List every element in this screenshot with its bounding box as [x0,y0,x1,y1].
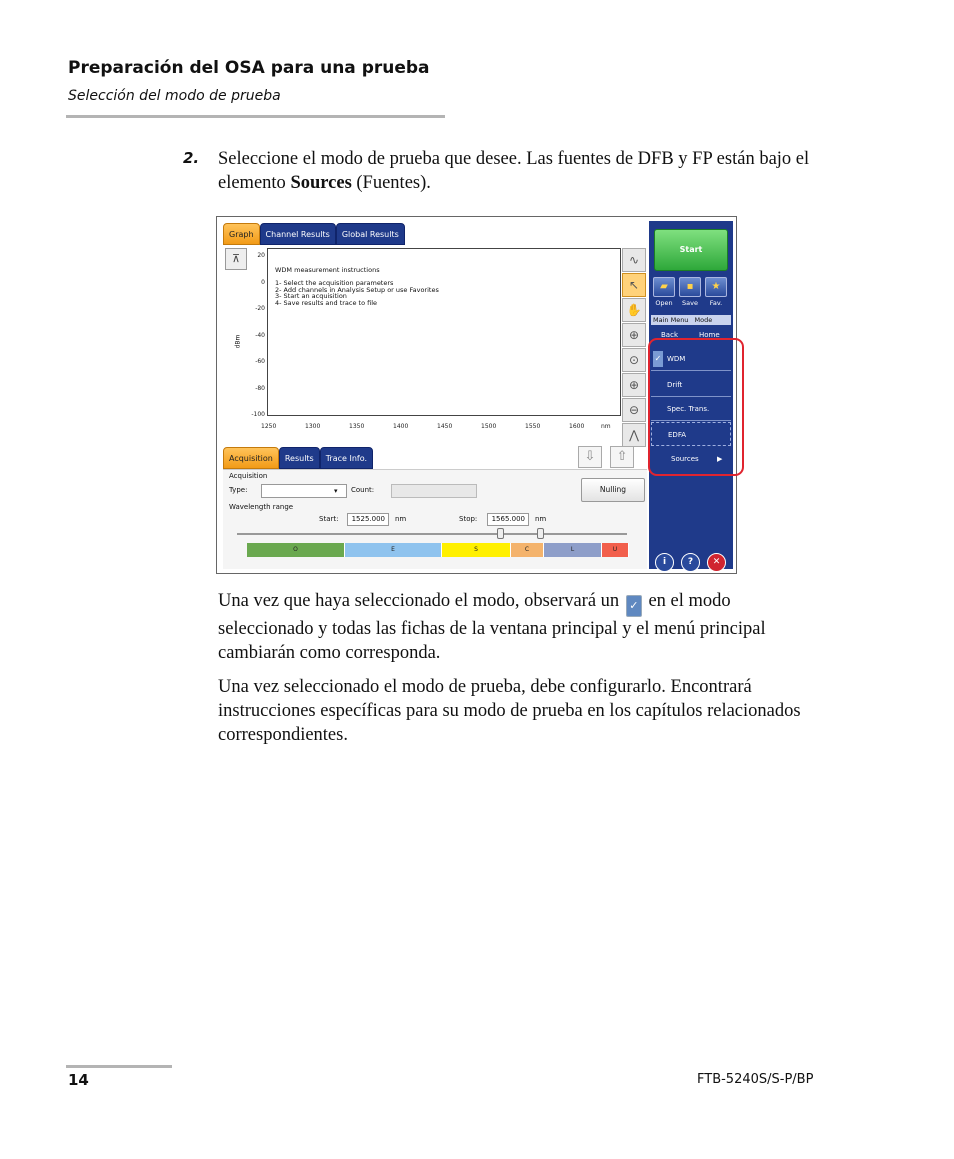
fav-label: Fav. [709,299,723,307]
highlight-ring [648,338,744,476]
start-field[interactable]: 1525.000 [347,513,389,526]
y-tick: 20 [257,252,265,259]
y-tick: -60 [255,358,265,365]
step-text [218,147,818,195]
header-title: Preparación del OSA para una prueba [68,58,430,78]
hand-icon[interactable]: ✋ [622,298,646,322]
header-subtitle: Selección del modo de prueba [68,88,281,104]
mode-wdm-label: WDM [667,355,686,363]
check-icon: ✓ [626,595,642,617]
y-tick: -40 [255,332,265,339]
para2-before: Una vez que haya seleccionado el modo, observará un [218,591,624,611]
y-tick: 0 [261,279,265,286]
menu-tabs [651,315,731,325]
stop-unit: nm [535,515,547,523]
type-select[interactable] [261,484,347,498]
wavelength-slider[interactable] [237,533,627,535]
slider-stop-handle[interactable] [537,528,544,539]
x-tick: 1300 [305,423,321,430]
zoom-in-icon[interactable]: ⊕ [622,323,646,347]
save-label: Save [682,299,698,307]
save-disk-icon[interactable]: ▪ [679,277,701,297]
paragraph-configure: Una vez seleccionado el modo de prueba, debe configurarlo. Encontrará instrucciones específicas para su modo de prueba en los capítulos relacionados correspondientes. [218,677,801,745]
arrow-right-icon: ▶ [717,455,723,463]
band-u: U [602,543,629,557]
top-tabbar [223,223,405,245]
tab-trace-info[interactable]: Trace Info. [320,447,373,469]
x-tick: 1500 [481,423,497,430]
pointer-icon[interactable]: ↖ [622,273,646,297]
check-icon: ✓ [653,351,663,367]
x-tick: 1450 [437,423,453,430]
step-text-after: (Fuentes). [351,173,431,193]
step-number: 2. [183,149,200,167]
zoom-out-icon[interactable]: ⊖ [622,398,646,422]
x-tick: 1350 [349,423,365,430]
y-tick: -80 [255,385,265,392]
mode-spec-trans[interactable]: Spec. Trans. [651,397,731,421]
band-s: S [442,543,511,557]
header-rule [66,115,445,118]
para2-after: en el modo seleccionado y todas las fichas de la ventana principal y el menú principal cambiarán como corresponda. [218,591,766,663]
favorites-star-icon[interactable]: ★ [705,277,727,297]
x-unit: nm [601,423,611,430]
wavelength-range-label: Wavelength range [229,503,294,511]
arrow-down-icon[interactable]: ⇩ [578,446,602,468]
instr-line: 2- Add channels in Analysis Setup or use Favorites [275,285,439,294]
zoom-icon[interactable]: ⊙ [622,348,646,372]
x-tick: 1600 [569,423,585,430]
x-tick: 1250 [261,423,277,430]
help-icon[interactable]: ? [681,553,700,572]
instr-line: WDM measurement instructions [275,266,380,274]
tab-mode[interactable]: Mode [694,316,713,324]
full-scale-icon[interactable]: ⋀ [622,423,646,447]
paragraph-mode-check [218,589,818,665]
mode-edfa[interactable]: EDFA [651,422,731,446]
acquisition-section-label: Acquisition [229,472,268,480]
footer-model: FTB-5240S/S-P/BP [697,1072,814,1087]
type-label: Type: [229,486,248,494]
plot-box[interactable] [267,248,621,416]
x-tick: 1550 [525,423,541,430]
footer-page-number: 14 [68,1071,89,1089]
stop-field[interactable]: 1565.000 [487,513,529,526]
band-bar [247,543,629,557]
stop-label: Stop: [459,515,478,523]
slider-start-handle[interactable] [497,528,504,539]
close-icon[interactable]: ✕ [707,553,726,572]
x-tick: 1400 [393,423,409,430]
info-icon[interactable]: i [655,553,674,572]
home-button[interactable]: Home [699,331,720,339]
step-text-bold: Sources [290,173,352,193]
measurement-instructions [275,267,439,307]
chevron-down-icon: ▾ [334,487,338,495]
count-field[interactable] [391,484,477,498]
band-l: L [544,543,602,557]
fit-icon[interactable]: ⊼ [225,248,247,270]
tab-main-menu[interactable]: Main Menu [653,316,689,324]
graph-toolbar [622,248,646,448]
tab-global-results[interactable]: Global Results [336,223,405,245]
y-tick: -100 [251,411,265,418]
bottom-tabbar [223,447,373,469]
graph-area [221,245,620,441]
arrow-up-icon[interactable]: ⇧ [610,446,634,468]
step-text-before: Seleccione el modo de prueba que desee. Las fuentes de DFB y FP están bajo el elemento [218,149,810,193]
back-button[interactable]: Back [661,331,678,339]
band-o: O [247,543,345,557]
tab-acquisition[interactable]: Acquisition [223,447,279,469]
band-c: C [511,543,544,557]
start-label: Start: [319,515,339,523]
instr-line: 3- Start an acquisition [275,292,347,301]
instr-line: 1- Select the acquisition parameters [275,279,394,288]
spectrum-icon[interactable]: ∿ [622,248,646,272]
count-label: Count: [351,486,375,494]
y-tick: -20 [255,305,265,312]
acquisition-panel [223,469,647,569]
footer-rule [66,1065,172,1068]
mode-drift[interactable]: Drift [651,373,731,397]
band-e: E [345,543,442,557]
open-label: Open [655,299,673,307]
tab-channel-results[interactable]: Channel Results [260,223,336,245]
tab-graph[interactable]: Graph [223,223,260,245]
tab-results[interactable]: Results [279,447,320,469]
mode-sources-label: Sources [671,455,699,463]
panel-arrows [578,445,637,468]
y-axis-label: dBm [234,334,242,349]
start-button[interactable]: Start [654,229,728,271]
open-folder-icon[interactable]: ▰ [653,277,675,297]
instr-line: 4- Save results and trace to file [275,298,378,307]
nulling-button[interactable]: Nulling [581,478,645,502]
start-unit: nm [395,515,407,523]
zoom-x-icon[interactable]: ⊕ [622,373,646,397]
